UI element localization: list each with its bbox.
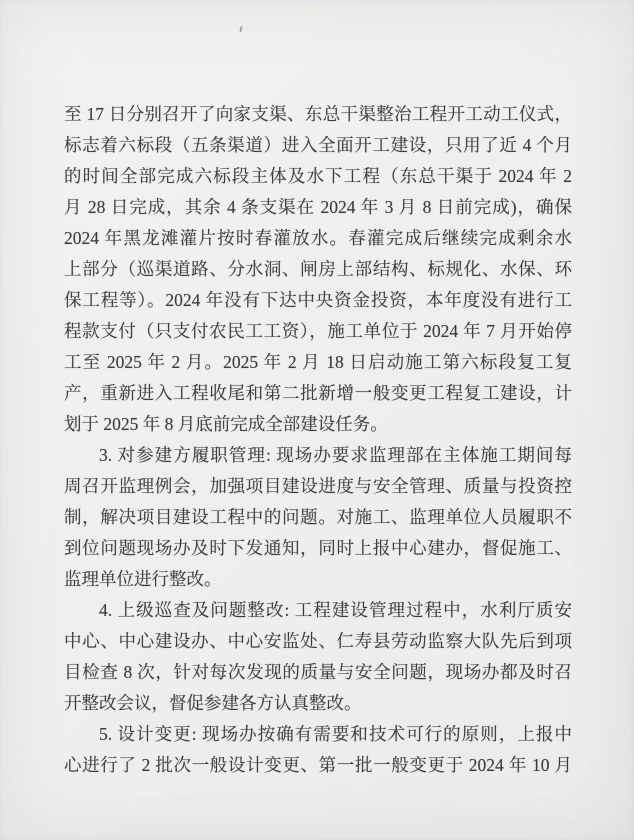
text-line-paragraph-end: 开整改会议，督促参建各方认真整改。 [64, 693, 362, 713]
text-line: 目检查 8 次，针对每次发现的质量与安全问题，现场办都及时召 [64, 662, 572, 682]
text-line: 程款支付（只支付农民工工资），施工单位于 2024 年 7 月开始停 [64, 321, 572, 341]
text-line: 保工程等）。2024 年没有下达中央资金投资，本年度没有进行工 [64, 290, 572, 310]
text-line: 2024 年黑龙滩灌片按时春灌放水。春灌完成后继续完成剩余水 [64, 228, 572, 248]
text-line: 中心、中心建设办、中心安监处、仁寿县劳动监察大队先后到项 [64, 631, 572, 651]
text-line: 到位问题现场办及时下发通知，同时上报中心建办，督促施工、 [64, 538, 572, 558]
text-line: 制，解决项目建设工程中的问题。对施工、监理单位人员履职不 [64, 507, 572, 527]
text-line: 至 17 日分别召开了向家支渠、东总干渠整治工程开工动工仪式， [64, 104, 572, 124]
text-line: 心进行了 2 批次一般设计变更、第一批一般变更于 2024 年 10 月 [64, 755, 572, 775]
text-line-paragraph-start: 4. 上级巡查及问题整改: 工程建设管理过程中，水利厅质安 [99, 600, 572, 620]
text-line-paragraph-end: 监理单位进行整改。 [64, 569, 222, 589]
text-line: 的时间全部完成六标段主体及水下工程（东总干渠于 2024 年 2 [64, 166, 572, 186]
text-line: 产，重新进入工程收尾和第二批新增一般变更工程复工建设，计 [64, 383, 572, 403]
text-line: 周召开监理例会，加强项目建设进度与安全管理、质量与投资控 [64, 476, 572, 496]
text-line: 工至 2025 年 2 月。2025 年 2 月 18 日启动施工第六标段复工复 [64, 352, 572, 372]
document-text-block [64, 99, 572, 781]
text-line-paragraph-start: 3. 对参建方履职管理: 现场办要求监理部在主体施工期间每 [99, 445, 572, 465]
text-line-paragraph-start: 5. 设计变更: 现场办按确有需要和技术可行的原则，上报中 [99, 724, 572, 744]
text-line: 月 28 日完成，其余 4 条支渠在 2024 年 3 月 8 日前完成)，确保 [64, 197, 572, 217]
text-line-paragraph-end: 划于 2025 年 8 月底前完成全部建设任务。 [64, 414, 388, 434]
text-line: 上部分（巡渠道路、分水洞、闸房上部结构、标规化、水保、环 [64, 259, 572, 279]
text-line: 标志着六标段（五条渠道）进入全面开工建设，只用了近 4 个月 [64, 135, 572, 155]
scan-speck [239, 26, 242, 32]
